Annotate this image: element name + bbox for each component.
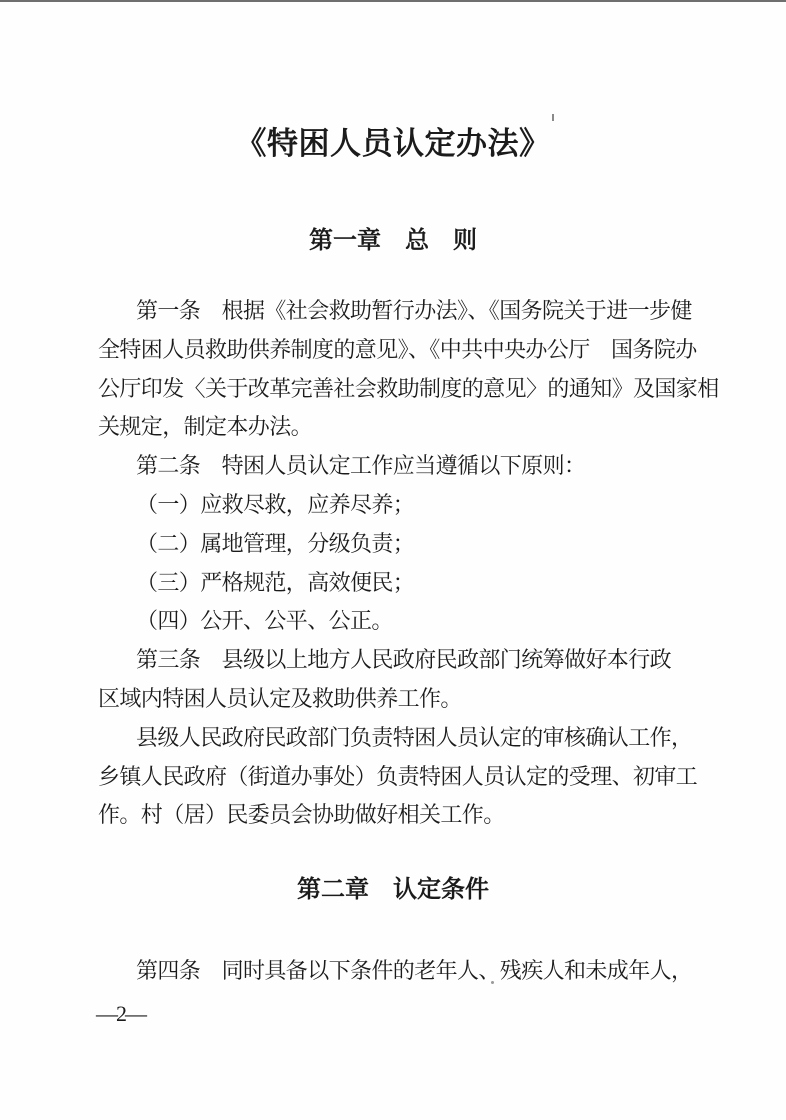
body-line-article-4: 第四条 同时具备以下条件的老年人、残疾人和未成年人， (136, 958, 693, 983)
document-title: 《特困人员认定办法》 (235, 126, 551, 161)
body-line: 区域内特困人员认定及救助供养工作。 (98, 685, 462, 711)
body-line-article-2: 第二条 特困人员认定工作应当遵循以下原则： (136, 453, 586, 479)
chapter-1-heading: 第一章 总 则 (309, 227, 477, 254)
scan-speck (552, 114, 554, 121)
page-number: —2— (96, 1001, 145, 1026)
body-line: 县级人民政府民政部门负责特困人员认定的审核确认工作， (136, 724, 693, 750)
chapter-2-body (98, 952, 710, 991)
body-line: 公厅印发〈关于改革完善社会救助制度的意见〉的通知》及国家相 (98, 375, 719, 401)
body-line-item-4: （四）公开、公平、公正。 (136, 608, 393, 634)
body-line: 乡镇人民政府（街道办事处）负责特困人员认定的受理、初审工 (98, 763, 698, 789)
body-line-article-3: 第三条 县级以上地方人民政府民政部门统筹做好本行政 (136, 647, 672, 673)
chapter-2-heading: 第二章 认定条件 (297, 876, 489, 903)
body-line: 关规定，制定本办法。 (98, 414, 313, 440)
body-line-item-3: （三）严格规范，高效便民； (136, 569, 415, 595)
chapter-1-body (98, 292, 719, 835)
body-line-item-2: （二）属地管理，分级负责； (136, 530, 415, 556)
body-line-article-1: 第一条 根据《社会救助暂行办法》、《国务院关于进一步健 (136, 298, 692, 323)
scan-artifact-top-line (0, 0, 786, 2)
body-line: 全特困人员救助供养制度的意见》、《中共中央办公厅 国务院办 (98, 336, 697, 362)
body-line-item-1: （一）应救尽救，应养尽养； (136, 491, 415, 517)
body-line: 作。村（居）民委员会协助做好相关工作。 (98, 802, 505, 828)
